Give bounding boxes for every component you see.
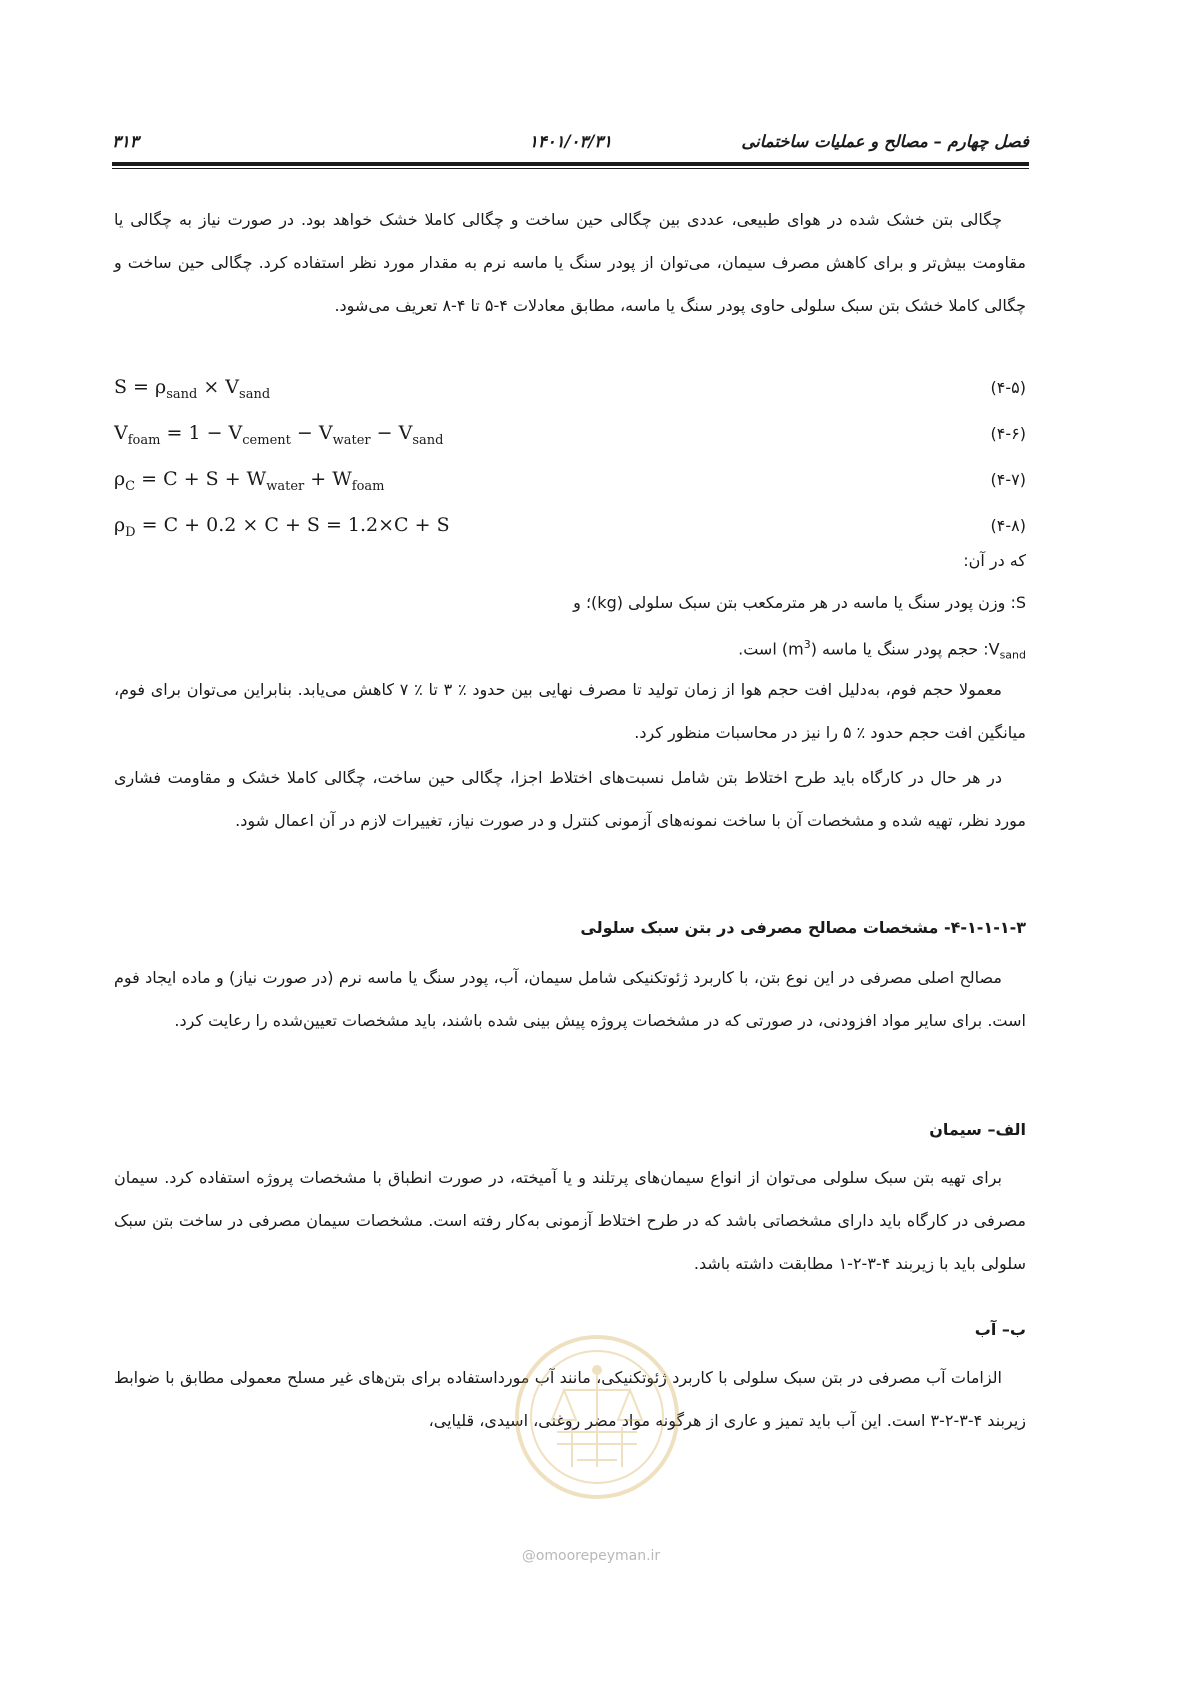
equation-number: (۴-۷) xyxy=(990,470,1026,489)
cement-paragraph: برای تهیه بتن سبک سلولی می‌توان از انواع سیمان‌های پرتلند و یا آمیخته، در صورت انطباق با مشخصات پروژه استفاده کرد. سیمان مصرفی در کارگاه باید دارای مشخصاتی باشد که در طرح اختلاط آزمونی به‌کار رفته است. مشخصات سیمان مصرفی در ساخت بتن سبک سلولی باید با زیربند ۴-۳-۲-۱ مطابقت داشته باشد. xyxy=(114,1168,1026,1273)
intro-paragraph: چگالی بتن خشک شده در هوای طبیعی، عددی بین چگالی حین ساخت و چگالی کاملا خشک خواهد بود. در صورت نیاز به چگالی یا مقاومت بیش‌تر و برای کاهش مصرف سیمان، می‌توان از پودر سنگ یا ماسه نرم به مقدار مورد نظر استفاده کرد. چگالی حین ساخت و چگالی کاملا خشک بتن سبک سلولی حاوی پودر سنگ یا ماسه، مطابق معادلات ۴-۵ تا ۴-۸ تعریف می‌شود. xyxy=(114,210,1026,315)
page-header xyxy=(112,128,1029,158)
vsand-symbol: V xyxy=(988,639,1000,659)
page-number: ۳۱۳ xyxy=(112,132,139,151)
definitions-block xyxy=(114,540,1026,666)
equation-row xyxy=(114,422,1026,468)
materials-paragraph: مصالح اصلی مصرفی در این نوع بتن، با کاربرد ژئوتکنیکی شامل سیمان، آب، پودر سنگ یا ماسه نرم (در صورت نیاز) و ماده ایجاد فوم است. برای سایر مواد افزودنی، در صورتی که در مشخصات پروژه پیش بینی شده باشند، باید مشخصات تعیین‌شده را رعایت کرد. xyxy=(114,968,1026,1030)
scales-of-justice-seal-icon xyxy=(512,1332,682,1502)
header-date: ۱۴۰۱/۰۳/۳۱ xyxy=(529,132,612,151)
definition-s: S: وزن پودر سنگ یا ماسه در هر مترمکعب بتن سبک سلولی (kg)؛ و xyxy=(573,593,1026,612)
header-rule-thin xyxy=(112,168,1029,169)
equation-number: (۴-۵) xyxy=(990,378,1026,397)
equation-number: (۴-۶) xyxy=(990,424,1026,443)
materials-heading-section xyxy=(114,906,1026,949)
vsand-superscript: 3 xyxy=(803,638,811,651)
workshop-section xyxy=(114,756,1026,842)
equation-4-8: $\rho_D = C + 0.2 \times C + S = 1.2\times C + S$ xyxy=(114,514,450,540)
vsand-end: ) است. xyxy=(738,639,789,659)
cement-heading-section xyxy=(114,1108,1026,1151)
materials-section xyxy=(114,956,1026,1042)
vsand-subscript: sand xyxy=(999,648,1026,662)
foam-section xyxy=(114,668,1026,754)
equation-4-6: $V_{foam} = 1 - V_{cement} - V_{water} - V_{sand}$ xyxy=(114,422,444,448)
intro-section xyxy=(114,198,1026,327)
foam-paragraph: معمولا حجم فوم، به‌دلیل افت حجم هوا از زمان تولید تا مصرف نهایی بین حدود ٪ ۳ تا ٪ ۷ کاهش می‌یابد. بنابراین می‌توان برای فوم، میانگین افت حجم حدود ٪ ۵ را نیز در محاسبات منظور کرد. xyxy=(114,680,1026,742)
chapter-title: فصل چهارم – مصالح و عملیات ساختمانی xyxy=(741,132,1029,151)
workshop-paragraph: در هر حال در کارگاه باید طرح اختلاط بتن شامل نسبت‌های اختلاط اجزا، چگالی حین ساخت، چگالی کاملا خشک و مقاومت فشاری مورد نظر، تهیه شده و مشخصات آن با ساخت نمونه‌های آزمونی کنترل و در صورت نیاز، تغییرات لازم در آن اعمال شود. xyxy=(114,768,1026,830)
section-heading: ۴-۱-۱-۱-۳- مشخصات مصالح مصرفی در بتن سبک سلولی xyxy=(580,918,1026,937)
header-rule-thick xyxy=(112,162,1029,166)
watermark-url: @omoorepeyman.ir xyxy=(521,1548,661,1564)
water-paragraph: الزامات آب مصرفی در بتن سبک سلولی با کاربرد ژئوتکنیکی، مانند آب مورداستفاده برای بتن‌های غیر مسلح معمولی مطابق با ضوابط زیربند ۴-۳-۲-۳ است. این آب باید تمیز و عاری از هرگونه مواد مضر روغنی، اسیدی، قلیایی، xyxy=(114,1368,1026,1430)
equation-row xyxy=(114,468,1026,514)
cement-section xyxy=(114,1156,1026,1285)
definition-vsand xyxy=(114,624,1026,666)
equation-4-5: $S = \rho_{sand} \times V_{sand}$ xyxy=(114,376,271,402)
equation-row xyxy=(114,376,1026,422)
equation-number: (۴-۸) xyxy=(990,516,1026,535)
equations-block xyxy=(114,376,1026,560)
where-label: که در آن: xyxy=(963,551,1026,570)
subsection-water: ب– آب xyxy=(974,1320,1026,1339)
subsection-cement: الف– سیمان xyxy=(929,1120,1026,1139)
vsand-text: : حجم پودر سنگ یا ماسه (m xyxy=(788,639,989,659)
equation-4-7: $\rho_C = C + S + W_{water} + W_{foam}$ xyxy=(114,468,385,494)
